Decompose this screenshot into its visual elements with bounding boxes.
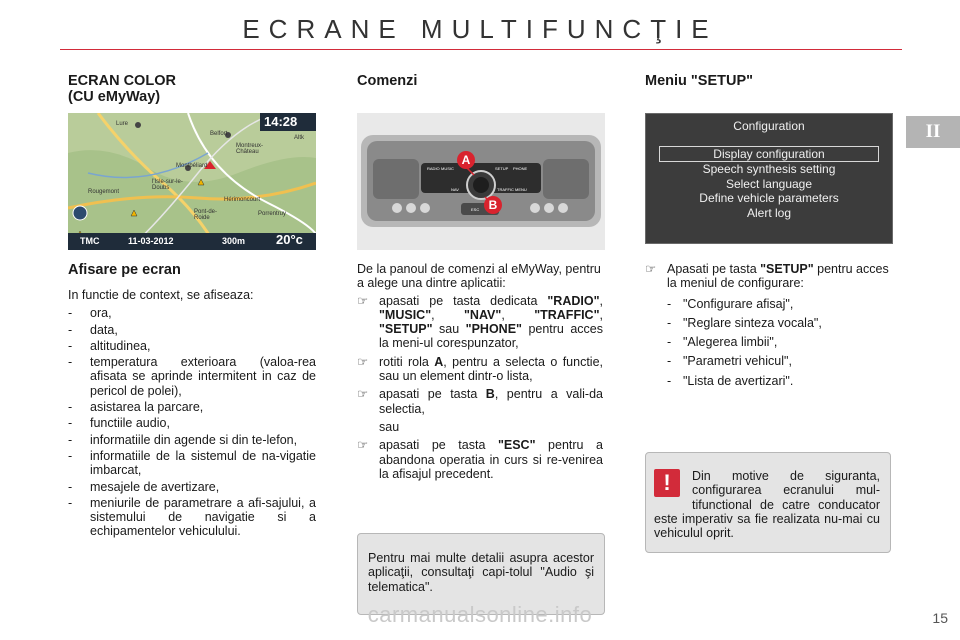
- section-tab: II: [906, 116, 960, 148]
- col3-text: [645, 262, 893, 393]
- col1-subheading: Afisare pe ecran: [68, 262, 181, 278]
- warning-text: Din motive de siguranta, configurarea ecranului mul-tifunctional de catre conducator este imperativ sa fie realizata nu-mai cu vehiculul oprit.: [654, 469, 880, 541]
- list-item: - informatiile de la sistemul de na-vigatie imbarcat,: [68, 448, 316, 478]
- navigation-map-image: [68, 113, 316, 250]
- map-town: Altk: [294, 135, 305, 141]
- col1-heading: [68, 73, 316, 105]
- map-tmc-label: TMC: [80, 236, 100, 246]
- screen-menu-item-selected: Display configuration: [659, 146, 879, 163]
- screen-menu-item: Speech synthesis setting: [702, 162, 836, 176]
- list-item: ☞ apasati pe tasta dedicata "RADIO", "MUSIC", "NAV", "TRAFFIC", "SETUP" sau "PHONE" pentru acces la meni-ul corespunzator,: [357, 293, 604, 351]
- col1-intro: In functie de context, se afiseaza:: [68, 288, 254, 302]
- marker-a: A: [457, 151, 475, 169]
- or-text: sau: [379, 419, 400, 434]
- marker-b: B: [484, 196, 502, 214]
- list-item: - "Parametri vehicul",: [667, 354, 792, 369]
- list-item: - asistarea la parcare,: [68, 400, 204, 415]
- col3-heading: Meniu "SETUP": [645, 73, 754, 89]
- control-panel-image: [357, 113, 605, 250]
- map-town: Belfort: [210, 131, 228, 137]
- map-date: 11-03-2012: [128, 236, 174, 246]
- map-town: Rougemont: [88, 189, 120, 195]
- list-item: - "Alegerea limbii",: [667, 335, 778, 350]
- list-item: ☞ rotiti rola A, pentru a selecta o functie, sau un element dintr-o lista,: [357, 354, 604, 384]
- col1-text: [68, 288, 316, 541]
- col1-heading-line1: ECRAN COLOR: [68, 73, 176, 89]
- col2-heading: Comenzi: [357, 73, 418, 89]
- screen-menu-item: Define vehicle parameters: [699, 191, 839, 205]
- panel-button-label: PHONE: [513, 166, 528, 171]
- pointer-icon: ☞: [645, 262, 657, 276]
- list-item: - informatiile din agende si din te-lefon,: [68, 432, 298, 447]
- map-town: l'Isle-sur-le-Doubs: [152, 179, 183, 191]
- warning-note: [645, 452, 891, 553]
- list-item: - "Reglare sinteza vocala",: [667, 315, 822, 330]
- screen-menu-item: Select language: [725, 176, 813, 191]
- panel-button-label: NAV: [451, 187, 459, 192]
- screen-title: Configuration: [733, 119, 805, 133]
- pointer-icon: ☞: [357, 354, 369, 369]
- title-divider: [60, 49, 902, 50]
- col2-text: [357, 262, 603, 483]
- panel-button-label: ESC: [471, 207, 480, 212]
- setup-screen-image: [645, 113, 893, 244]
- map-town: Lure: [116, 121, 129, 127]
- panel-button-label: MENU: [515, 187, 527, 192]
- pointer-icon: ☞: [357, 293, 369, 308]
- list-item: ☞ apasati pe tasta B, pentru a vali-da selectia,: [357, 387, 603, 416]
- map-town: Pont-de-Roide: [194, 209, 218, 221]
- list-item: - meniurile de parametrare a afi-sajului, a sistemului de navigatie si a echipamentelor vehiculului.: [68, 495, 316, 539]
- watermark: carmanualsonline.info: [367, 602, 593, 627]
- panel-button-label: SETUP: [495, 166, 509, 171]
- list-item: - "Lista de avertizari".: [667, 373, 794, 388]
- pointer-icon: ☞: [357, 438, 369, 453]
- list-item: - altitudinea,: [68, 338, 151, 353]
- col2-intro: De la panoul de comenzi al eMyWay, pentru a alege una dintre aplicatii:: [357, 262, 601, 291]
- panel-button-label: TRAFFIC: [497, 187, 514, 192]
- map-town: Montbéliard: [176, 163, 208, 169]
- list-item: - "Configurare afisaj",: [667, 296, 794, 311]
- info-note-text: Pentru mai multe detalii asupra acestor aplicaţii, consultaţi capi-tolul "Audio şi telematica".: [368, 551, 594, 594]
- pointer-icon: ☞: [357, 387, 369, 402]
- list-item: - functiile audio,: [68, 416, 170, 431]
- map-time: 14:28: [264, 114, 298, 129]
- panel-button-label: RADIO: [427, 166, 440, 171]
- map-town: Montreux-Château: [236, 143, 264, 155]
- warning-icon: !: [654, 469, 680, 497]
- control-panel-illustration: [357, 113, 605, 250]
- list-item: - ora,: [68, 306, 112, 321]
- page-number: 15: [932, 610, 948, 626]
- screen-menu-item: Alert log: [746, 205, 792, 220]
- list-item: - mesajele de avertizare,: [68, 479, 220, 494]
- setup-instruction: ☞ Apasati pe tasta "SETUP" pentru acces la meniul de configurare:: [645, 262, 889, 291]
- list-item: - temperatura exterioara (valoa-rea afisata se aprinde intermitent in caz de pericol de polei),: [68, 355, 316, 398]
- list-item: ☞ apasati pe tasta "ESC" pentru a abandona operatia in curs si re-venirea la afisajul precedent.: [357, 438, 604, 481]
- map-distance: 300m: [222, 236, 246, 246]
- map-town: Hérimoncourt: [224, 197, 261, 203]
- list-item: - data,: [68, 322, 118, 337]
- col1-heading-line2: (CU eMyWay): [68, 89, 161, 105]
- panel-button-label: MUSIC: [441, 166, 454, 171]
- map-temperature: 20°c: [276, 232, 303, 247]
- page-title: ECRANE MULTIFUNCŢIE: [242, 14, 718, 44]
- map-town: Porrentruy: [258, 211, 287, 217]
